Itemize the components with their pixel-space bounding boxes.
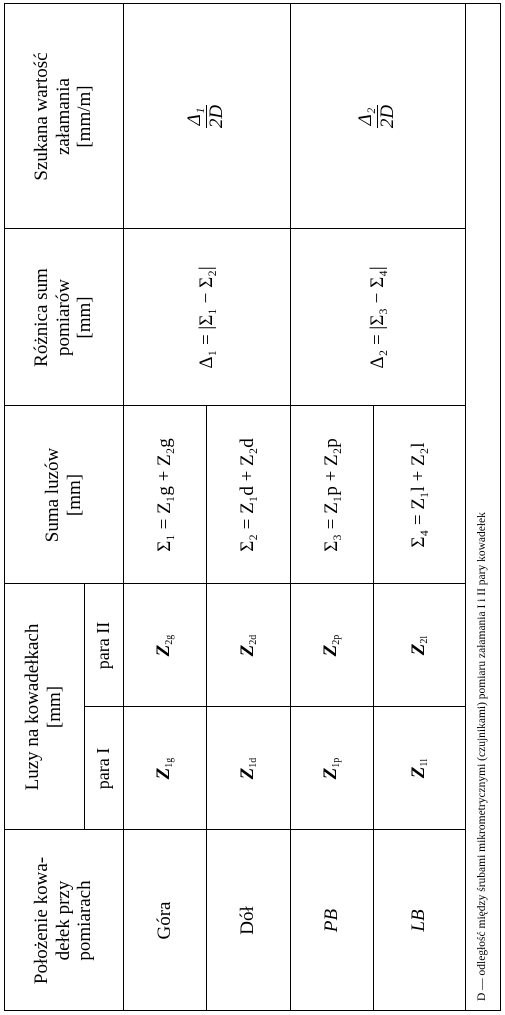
cell-sum-1 xyxy=(123,406,206,584)
fraction-denominator: 2D xyxy=(206,104,227,129)
sum-formula: Σ₂ = Z₁d + Z₂d xyxy=(237,438,259,552)
header-line: Suma luzów xyxy=(41,447,63,543)
cell-z1d: $Z_{1d}$ xyxy=(236,757,259,780)
header-line: pomiarach xyxy=(74,880,96,961)
header-line: Położenie kowa- xyxy=(30,856,52,985)
subscript: 1p xyxy=(331,757,343,768)
footnote: D — odległość między śrubami mikrometrycznymi (czujnikami) pomiaru załamania I i II pary kowadełek xyxy=(476,512,488,1001)
cell-z2g: $Z_{2g}$ xyxy=(153,634,176,657)
subscript: 1d xyxy=(247,757,259,768)
subscript: 2d xyxy=(247,634,259,645)
header-szukana xyxy=(4,4,123,229)
row-label-lb xyxy=(373,830,465,1011)
cell-z2l: $Z_{2l}$ xyxy=(407,635,430,656)
border-bottom xyxy=(500,3,501,1011)
header-line: [mm] xyxy=(44,685,65,729)
header-line: Różnica sum xyxy=(30,268,52,367)
cell-z1p: $Z_{1p}$ xyxy=(320,757,343,780)
sum-formula: Σ₄ = Z₁l + Z₂l xyxy=(408,442,430,548)
header-suma xyxy=(4,406,123,584)
subscript: 2l xyxy=(418,635,430,644)
header-para-1 xyxy=(84,707,123,830)
cell-z1g: $Z_{1g}$ xyxy=(153,757,176,780)
header-line: Szukana wartość xyxy=(30,52,52,181)
row-label: Dół xyxy=(237,906,259,935)
table-bottom-line xyxy=(465,3,466,1011)
header-para-2 xyxy=(84,584,123,707)
subscript: 1g xyxy=(164,757,176,768)
fraction-denominator: 2D xyxy=(377,104,398,129)
subheader-label: para I xyxy=(93,747,114,790)
row-label: Góra xyxy=(153,901,175,940)
fraction xyxy=(356,105,399,129)
subheader-label: para II xyxy=(93,621,114,670)
header-line: [mm] xyxy=(74,296,96,339)
cell-diff-2 xyxy=(290,229,465,406)
subscript: 2g xyxy=(164,634,176,645)
cell-sum-4 xyxy=(373,406,465,584)
header-line: [mm] xyxy=(63,473,85,517)
subscript: 1l xyxy=(418,758,430,767)
fraction-numerator: Δ₁ xyxy=(185,105,207,129)
row-label-dol xyxy=(206,830,290,1011)
row-label-gora xyxy=(123,830,206,1011)
cell-z2p: $Z_{2p}$ xyxy=(320,634,343,657)
row-label: PB xyxy=(320,908,342,933)
cell-z2d: $Z_{2d}$ xyxy=(236,634,259,657)
header-roznica xyxy=(4,229,123,406)
header-line: [mm/m] xyxy=(74,85,96,148)
cell-diff-1 xyxy=(123,229,290,406)
cell-frac-2 xyxy=(290,4,465,229)
header-line: Luzy na kowadełkach xyxy=(22,623,44,791)
diff-formula: Δ₁ = |Σ₁ − Σ₂| xyxy=(195,266,217,369)
cell-frac-1 xyxy=(123,4,290,229)
cell-z1l: $Z_{1l}$ xyxy=(407,758,430,779)
header-line: dełek przy xyxy=(52,880,74,961)
sum-formula: Σ₃ = Z₁p + Z₂p xyxy=(320,438,342,552)
subscript: 2p xyxy=(331,634,343,645)
fraction xyxy=(185,105,228,129)
header-line: załamania xyxy=(52,78,74,156)
cell-sum-2 xyxy=(206,406,290,584)
diff-formula: Δ₂ = |Σ₃ − Σ₄| xyxy=(366,266,388,369)
row-label-pb xyxy=(290,830,373,1011)
header-polozenie xyxy=(4,830,123,1011)
fraction-numerator: Δ₂ xyxy=(356,105,378,129)
row-label: LB xyxy=(408,909,430,932)
header-line: pomiarów xyxy=(52,278,74,357)
header-luzy xyxy=(4,584,84,830)
sum-formula: Σ₁ = Z₁g + Z₂g xyxy=(153,438,175,552)
cell-sum-3 xyxy=(290,406,373,584)
